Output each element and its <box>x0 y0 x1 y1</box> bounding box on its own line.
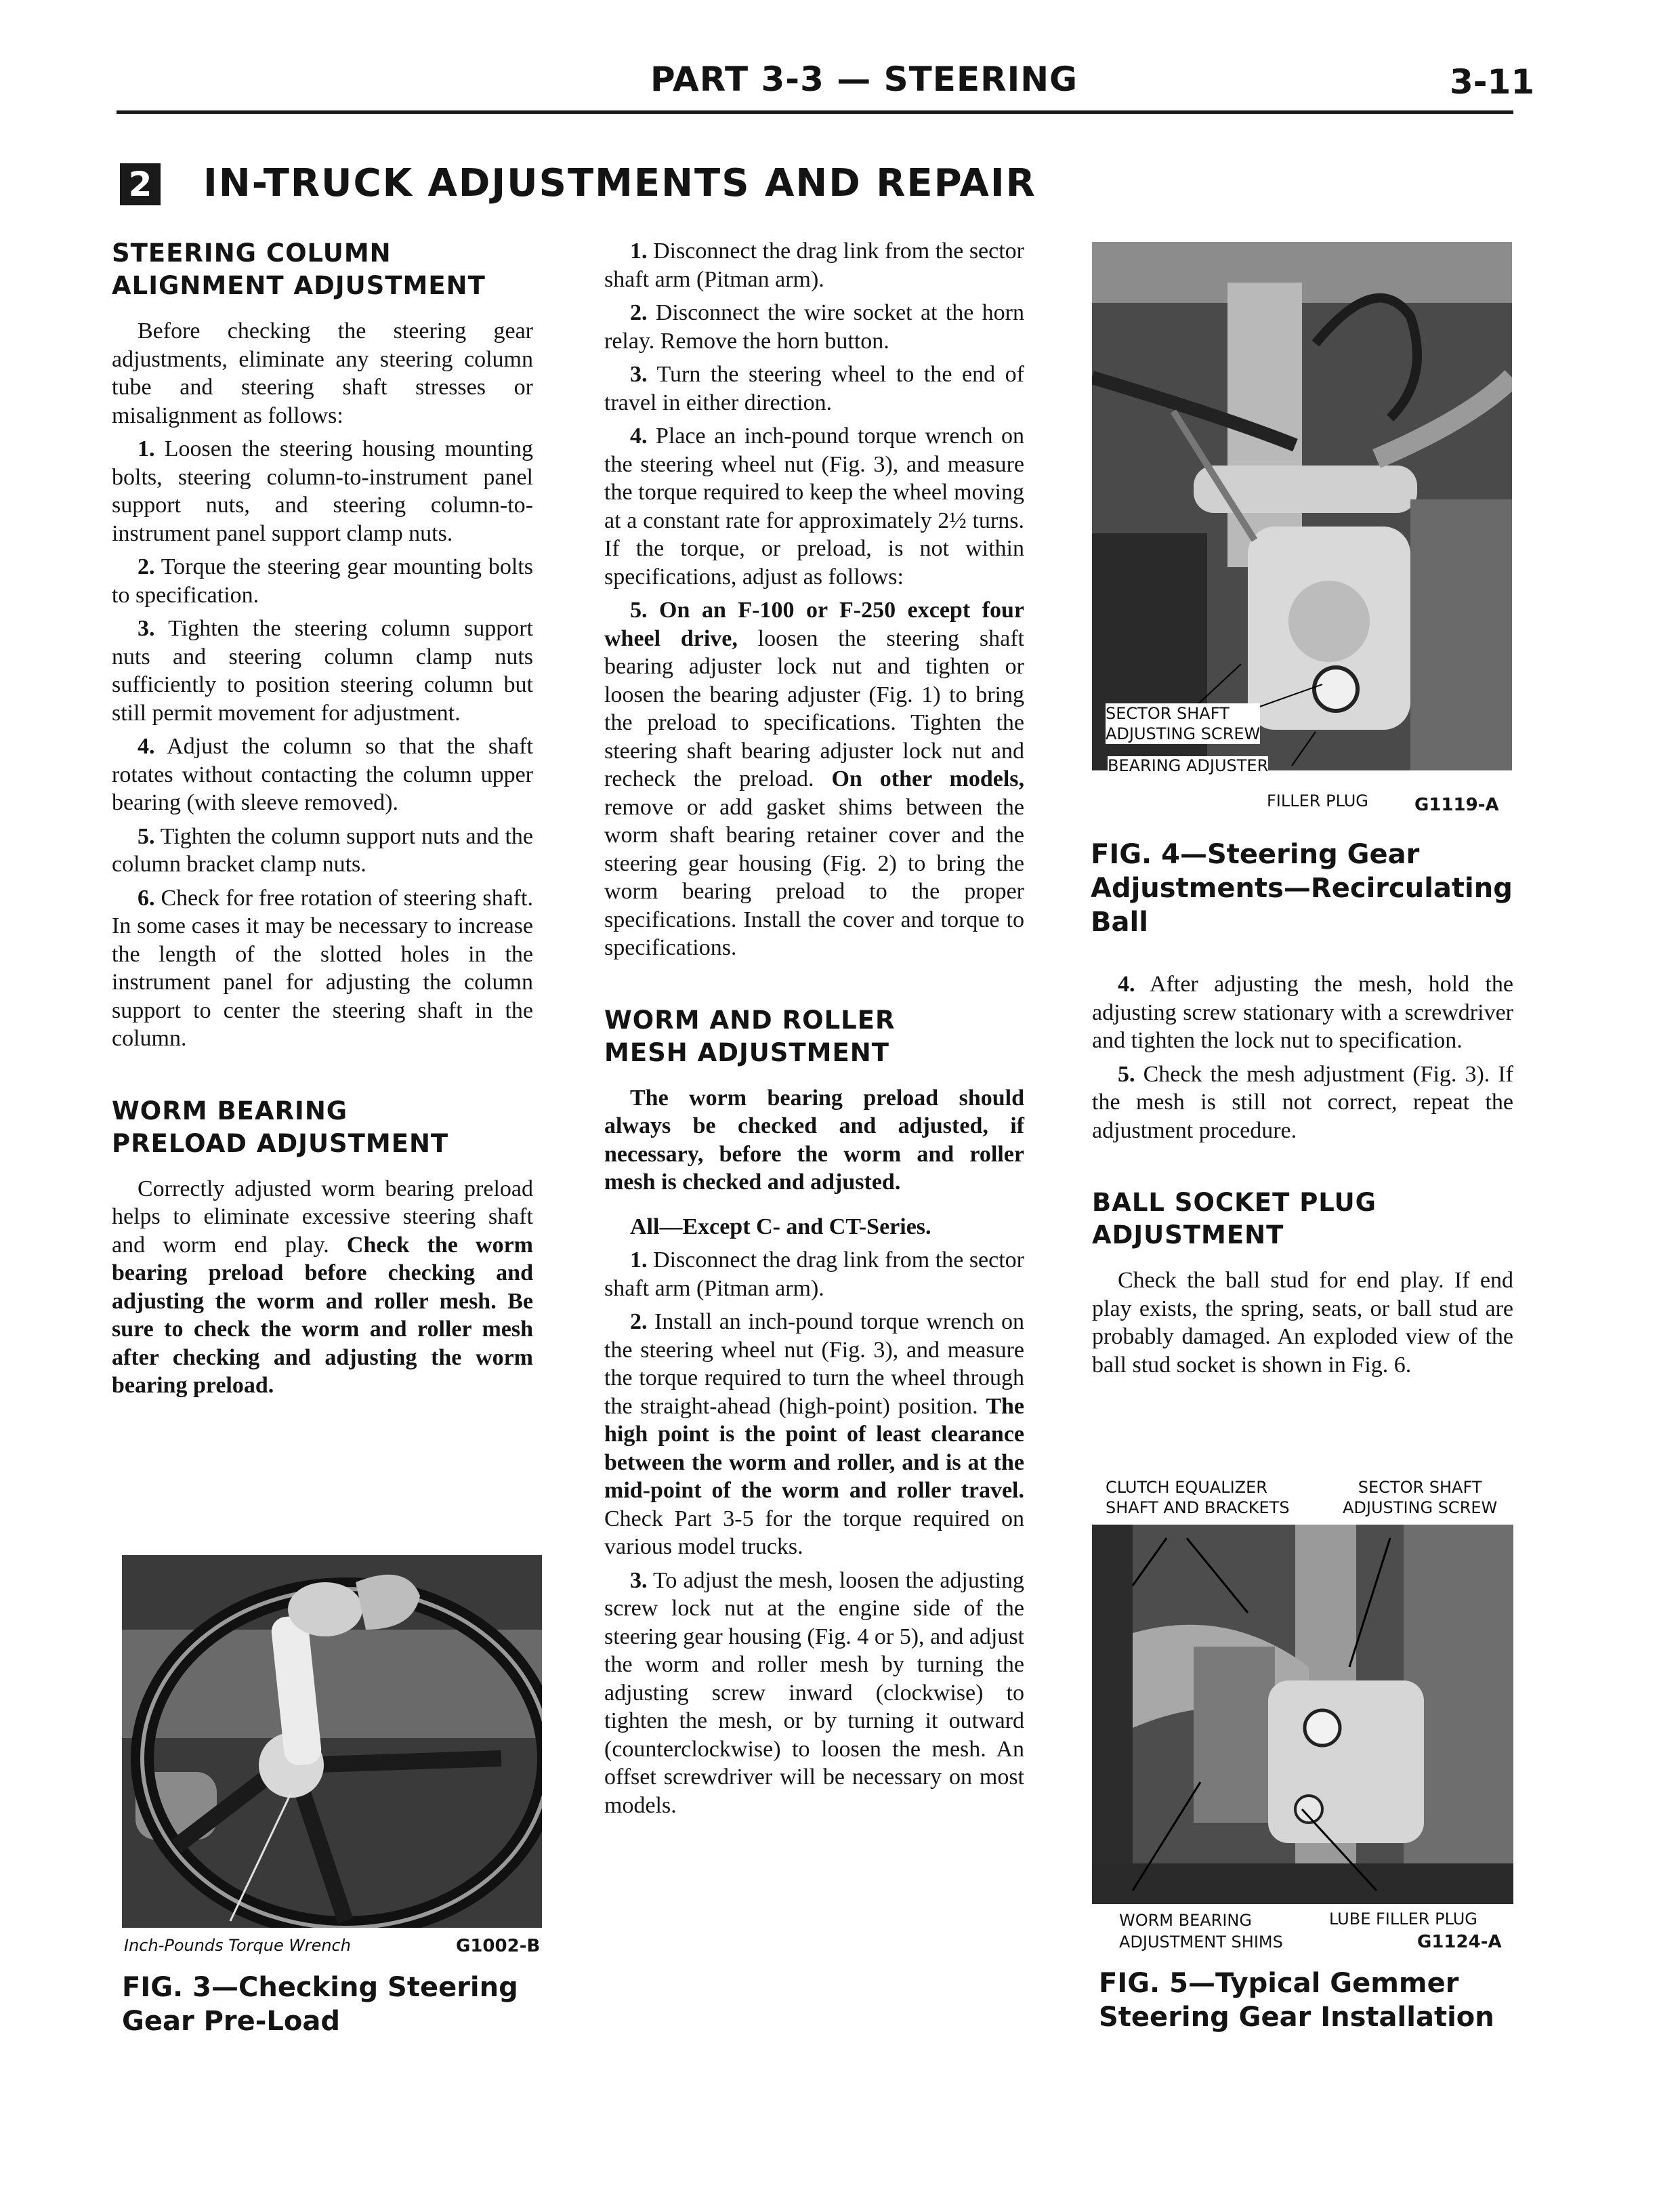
fig5-callout-lube-filler-plug: LUBE FILLER PLUG <box>1329 1910 1477 1928</box>
fig3-photo <box>122 1555 542 1928</box>
step-4: 4. Adjust the column so that the shaft rotates without contacting the column upper bearing (with sleeve removed). <box>112 734 534 815</box>
step-1: 1. Disconnect the drag link from the sector shaft arm (Pitman arm). <box>604 239 1024 292</box>
fig4-code: G1119-A <box>1414 795 1499 815</box>
gemmer-gear-illustration <box>1092 1525 1513 1904</box>
column-1 <box>112 237 533 1405</box>
fig4-callout-filler-plug: FILLER PLUG <box>1267 791 1368 810</box>
fig4-caption: FIG. 4—Steering Gear Adjustments—Recirculating Ball <box>1091 839 1513 938</box>
fig4-callout-bearing-adjuster: BEARING ADJUSTER <box>1108 756 1269 775</box>
step-1: 1. Loosen the steering housing mounting bolts, steering column-to-instrument panel support nuts, and steering column-to-instrument panel support clamp nuts. <box>112 436 533 546</box>
fig3-label-torque-wrench: Inch-Pounds Torque Wrench <box>124 1936 351 1955</box>
page-header-title: PART 3-3 — STEERING <box>650 60 1078 99</box>
worm-bearing-paragraph: Correctly adjusted worm bearing preload helps to eliminate excessive steering shaft and worm end play. Check the worm bearing preload before checking and adjusting the worm and roller mesh. Be sure to check the worm and roller mesh after checking and adjusting the worm bearing preload. <box>112 1176 534 1398</box>
fig3-caption: FIG. 3—Checking Steering Gear Pre-Load <box>122 1972 518 2037</box>
mesh-step-4: 4. After adjusting the mesh, hold the adjusting screw stationary with a screwdriver and tighten the lock nut to specification. <box>1092 972 1514 1053</box>
step-3: 3. Tighten the steering column support nuts and steering column clamp nuts sufficiently to position steering column but still permit movement for adjustment. <box>112 616 533 726</box>
intro-paragraph: Before checking the steering gear adjustments, eliminate any steering column tube and steering shaft stresses or misalignment as follows: <box>112 318 533 428</box>
header-rule <box>117 110 1513 114</box>
step-3: 3. Turn the steering wheel to the end of travel in either direction. <box>604 362 1025 415</box>
fig5-photo <box>1092 1525 1513 1904</box>
mesh-step-1: 1. Disconnect the drag link from the sector shaft arm (Pitman arm). <box>604 1247 1024 1301</box>
page-number: 3-11 <box>1450 62 1535 102</box>
heading-worm-bearing-preload: WORM BEARING PRELOAD ADJUSTMENT <box>112 1096 449 1158</box>
fig5-code: G1124-A <box>1417 1932 1502 1952</box>
mesh-note: The worm bearing preload should always be checked and adjusted, if necessary, before the worm and roller mesh is checked and adjusted. <box>604 1085 1024 1195</box>
ball-socket-paragraph: Check the ball stud for end play. If end play exists, the spring, seats, or ball stud are probably damaged. An exploded view of the ball stud socket is shown in Fig. 6. <box>1092 1268 1513 1378</box>
heading-steering-column-alignment: STEERING COLUMN ALIGNMENT ADJUSTMENT <box>112 239 486 300</box>
mesh-step-3: 3. To adjust the mesh, loosen the adjusting screw lock nut at the engine side of the steering gear housing (Fig. 4 or 5), and adjust the worm and roller mesh by turning the adjusting screw inward (clockwise) to tighten the mesh, or by turning it outward (counterclockwise) to loosen the mesh. An offset screwdriver will be necessary on most models. <box>604 1567 1024 1818</box>
mesh-step-2: 2. Install an inch-pound torque wrench on the steering wheel nut (Fig. 3), and measure the torque required to turn the wheel through the straight-ahead (high-point) position. The high point is the point of least clearance between the worm and roller, and is at the mid-point of the worm and roller travel. Check Part 3-5 for the torque required on various model trucks. <box>604 1309 1024 1559</box>
heading-worm-roller-mesh: WORM AND ROLLER MESH ADJUSTMENT <box>604 1005 896 1067</box>
steering-wheel-illustration <box>122 1555 542 1928</box>
fig5-callout-clutch-equalizer: CLUTCH EQUALIZER SHAFT AND BRACKETS <box>1106 1478 1290 1517</box>
subheading-except-c-ct: All—Except C- and CT-Series. <box>630 1214 931 1239</box>
heading-ball-socket-plug: BALL SOCKET PLUG ADJUSTMENT <box>1092 1188 1377 1250</box>
fig5-caption: FIG. 5—Typical Gemmer Steering Gear Installation <box>1099 1968 1494 2033</box>
fig5-callout-worm-bearing-shims: WORM BEARING ADJUSTMENT SHIMS <box>1119 1911 1283 1952</box>
fig5-callout-sector-shaft: SECTOR SHAFT ADJUSTING SCREW <box>1343 1478 1498 1517</box>
column-2 <box>604 237 1024 1825</box>
section-title: IN-TRUCK ADJUSTMENTS AND REPAIR <box>203 161 1036 205</box>
mesh-step-5: 5. Check the mesh adjustment (Fig. 3). If the mesh is still not correct, repeat the adjustment procedure. <box>1092 1061 1514 1143</box>
step-6: 6. Check for free rotation of steering shaft. In some cases it may be necessary to increase the length of the slotted holes in the instrument panel for adjusting the column support to center the steering shaft in the column. <box>112 885 534 1051</box>
step-5: 5. Tighten the column support nuts and the column bracket clamp nuts. <box>112 823 533 877</box>
step-5: 5. On an F-100 or F-250 except four wheel drive, loosen the steering shaft bearing adjuster lock nut and tighten or loosen the bearing adjuster (Fig. 1) to bring the preload to specifications. Tighten the steering shaft bearing adjuster lock nut and recheck the preload. On other models, remove or add gasket shims between the worm shaft bearing retainer cover and the steering gear housing (Fig. 2) to bring the worm bearing preload to the proper specifications. Install the cover and torque to specifications. <box>604 598 1025 960</box>
section-number-badge: 2 <box>120 163 161 205</box>
fig4-callout-sector-shaft: SECTOR SHAFT ADJUSTING SCREW <box>1106 704 1261 743</box>
step-4: 4. Place an inch-pound torque wrench on the steering wheel nut (Fig. 3), and measure the torque required to keep the wheel moving at a constant rate for approximately 2½ turns. If the torque, or preload, is not within specifications, adjust as follows: <box>604 424 1024 590</box>
step-2: 2. Disconnect the wire socket at the horn relay. Remove the horn button. <box>604 300 1025 354</box>
column-3 <box>1092 970 1513 1384</box>
fig3-code: G1002-B <box>456 1936 541 1956</box>
step-2: 2. Torque the steering gear mounting bolts to specification. <box>112 554 533 608</box>
